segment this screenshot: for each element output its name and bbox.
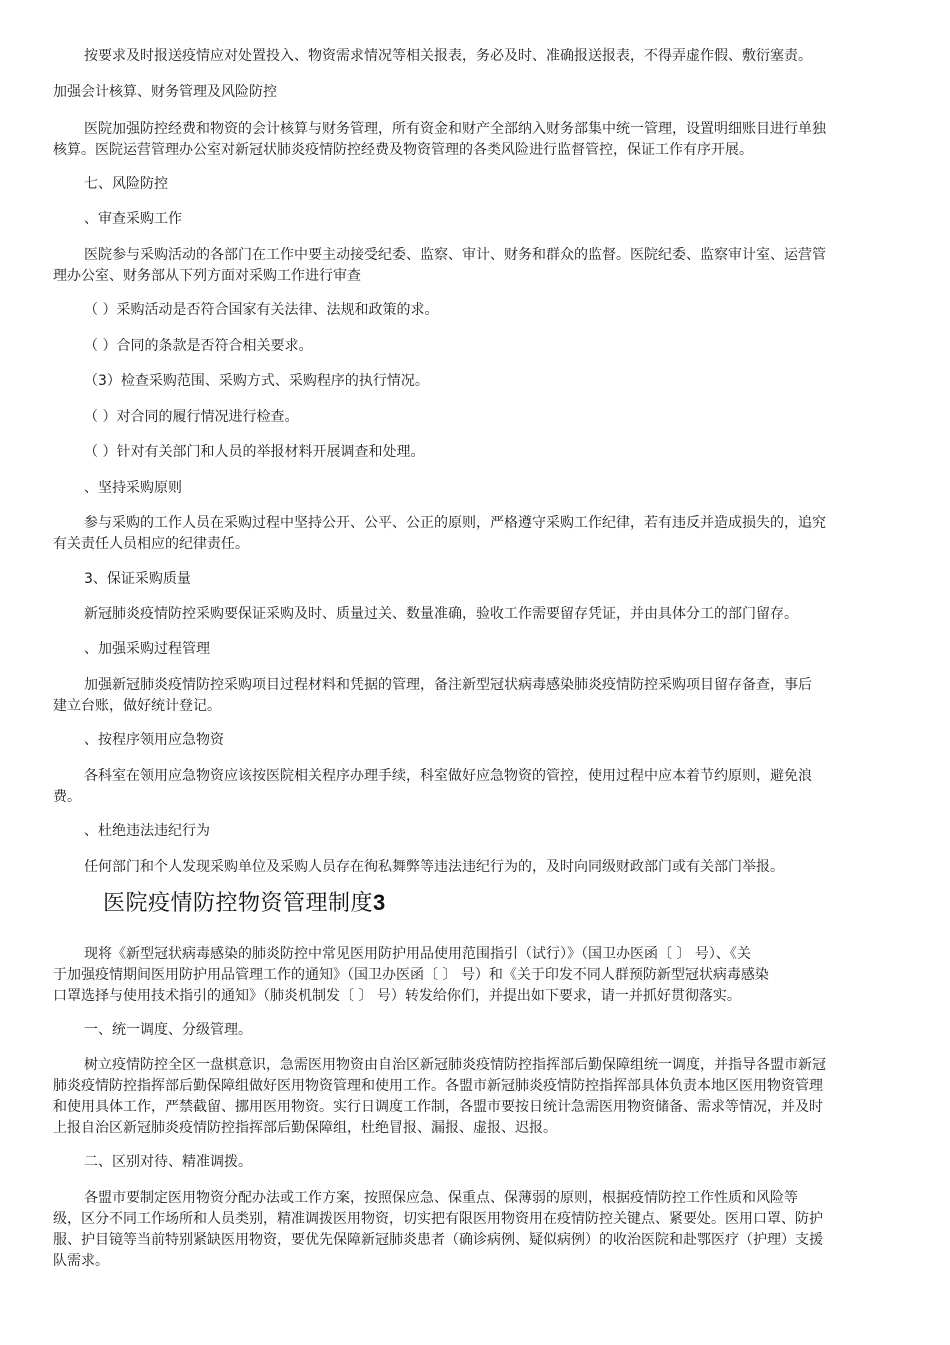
list-item: （ ）合同的条款是否符合相关要求。 (84, 338, 313, 354)
paragraph-allocation-l3: 服、护目镜等当前特别紧缺医用物资，要优先保障新冠肺炎患者（确诊病例、疑似病例）的收治医院和赴鄂医疗（护理）支援 (53, 1232, 823, 1248)
section-title (103, 888, 386, 919)
list-item: （3）检查采购范围、采购方式、采购程序的执行情况。 (84, 373, 429, 389)
line: 医院加强防控经费和物资的会计核算与财务管理，所有资金和财产全部纳入财务部集中统一管理，设置明细账目进行单独 (84, 121, 826, 137)
paragraph-forward-notice-l2: 于加强疫情期间医用防护用品管理工作的通知》（国卫办医函〔 〕 号）和《关于印发不同人群预防新型冠状病毒感染 (53, 967, 769, 983)
heading-procurement-principle: 、坚持采购原则 (84, 480, 182, 496)
list-item: （ ）对合同的履行情况进行检查。 (84, 409, 299, 425)
paragraph-emergency-cont: 费。 (53, 789, 81, 805)
paragraph-allocation-l2: 级，区分不同工作场所和人员类别，精准调拨医用物资，切实把有限医用物资用在疫情防控关键点、紧要处。医用口罩、防护 (53, 1211, 823, 1227)
heading-precise-allocation: 二、区别对待、精准调拨。 (84, 1154, 252, 1170)
paragraph-supervision: 医院参与采购活动的各部门在工作中要主动接受纪委、监察、审计、财务和群众的监督。医院纪委、监察审计室、运营管 (84, 247, 826, 263)
paragraph-text: 按要求及时报送疫情应对处置投入、物资需求情况等相关报表，务必及时、准确报送报表，不得弄虚作假、敷衍塞责。 (84, 48, 812, 64)
paragraph-quality: 新冠肺炎疫情防控采购要保证采购及时、质量过关、数量准确，验收工作需要留存凭证，并由具体分工的部门留存。 (84, 606, 798, 622)
paragraph-emergency: 各科室在领用应急物资应该按医院相关程序办理手续，科室做好应急物资的管控，使用过程中应本着节约原则，避免浪 (84, 768, 812, 784)
heading-risk-control: 七、风险防控 (84, 176, 168, 192)
paragraph-dispatch-l3: 和使用具体工作，严禁截留、挪用医用物资。实行日调度工作制，各盟市要按日统计急需医用物资储备、需求等情况，并及时 (53, 1099, 823, 1115)
paragraph-report-violations: 任何部门和个人发现采购单位及采购人员存在徇私舞弊等违法违纪行为的，及时向同级财政部门或有关部门举报。 (84, 859, 784, 875)
paragraph-process: 加强新冠肺炎疫情防控采购项目过程材料和凭据的管理，备注新型冠状病毒感染肺炎疫情防控采购项目留存备查，事后 (84, 677, 812, 693)
heading-emergency-supplies: 、按程序领用应急物资 (84, 732, 224, 748)
heading-accounting-risk: 加强会计核算、财务管理及风险防控 (53, 84, 277, 100)
section-title-text: 医院疫情防控物资管理制度 (103, 891, 374, 916)
heading-review-procurement: 、审查采购工作 (84, 211, 182, 227)
paragraph-forward-notice-l3: 口罩选择与使用技术指引的通知》（肺炎机制发〔 〕 号）转发给你们，并提出如下要求，请一并抓好贯彻落实。 (53, 988, 741, 1004)
paragraph-process-cont: 建立台账，做好统计登记。 (53, 698, 221, 714)
heading-prevent-violations: 、杜绝违法违纪行为 (84, 823, 210, 839)
paragraph-forward-notice: 现将《新型冠状病毒感染的肺炎防控中常见医用防护用品使用范围指引（试行）》（国卫办医函〔 〕 号）、《关 (84, 946, 751, 962)
paragraph-dispatch-l4: 上报自治区新冠肺炎疫情防控指挥部后勤保障组，杜绝冒报、漏报、虚报、迟报。 (53, 1120, 557, 1136)
section-title-number: 3 (373, 890, 386, 915)
paragraph-accounting-cont: 核算。医院运营管理办公室对新冠状肺炎疫情防控经费及物资管理的各类风险进行监督管控，保证工作有序开展。 (53, 142, 753, 158)
paragraph-dispatch: 树立疫情防控全区一盘棋意识，急需医用物资由自治区新冠肺炎疫情防控指挥部后勤保障组统一调度，并指导各盟市新冠 (84, 1057, 826, 1073)
heading-process-management: 、加强采购过程管理 (84, 641, 210, 657)
paragraph-supervision-cont: 理办公室、财务部从下列方面对采购工作进行审查 (53, 268, 361, 284)
paragraph-allocation-l4: 队需求。 (53, 1253, 109, 1269)
heading-unified-dispatch: 一、统一调度、分级管理。 (84, 1022, 252, 1038)
paragraph-accounting (53, 119, 905, 140)
paragraph-report-requirement (53, 46, 905, 67)
heading-quality: 3、保证采购质量 (84, 571, 191, 587)
paragraph-allocation: 各盟市要制定医用物资分配办法或工作方案，按照保应急、保重点、保薄弱的原则，根据疫情防控工作性质和风险等 (84, 1190, 798, 1206)
paragraph-principle: 参与采购的工作人员在采购过程中坚持公开、公平、公正的原则，严格遵守采购工作纪律，若有违反并造成损失的，追究 (84, 515, 826, 531)
paragraph-principle-cont: 有关责任人员相应的纪律责任。 (53, 536, 249, 552)
list-item: （ ）采购活动是否符合国家有关法律、法规和政策的求。 (84, 302, 439, 318)
list-item: （ ）针对有关部门和人员的举报材料开展调查和处理。 (84, 444, 425, 460)
paragraph-dispatch-l2: 肺炎疫情防控指挥部后勤保障组做好医用物资管理和使用工作。各盟市新冠肺炎疫情防控指挥部具体负责本地区医用物资管理 (53, 1078, 823, 1094)
